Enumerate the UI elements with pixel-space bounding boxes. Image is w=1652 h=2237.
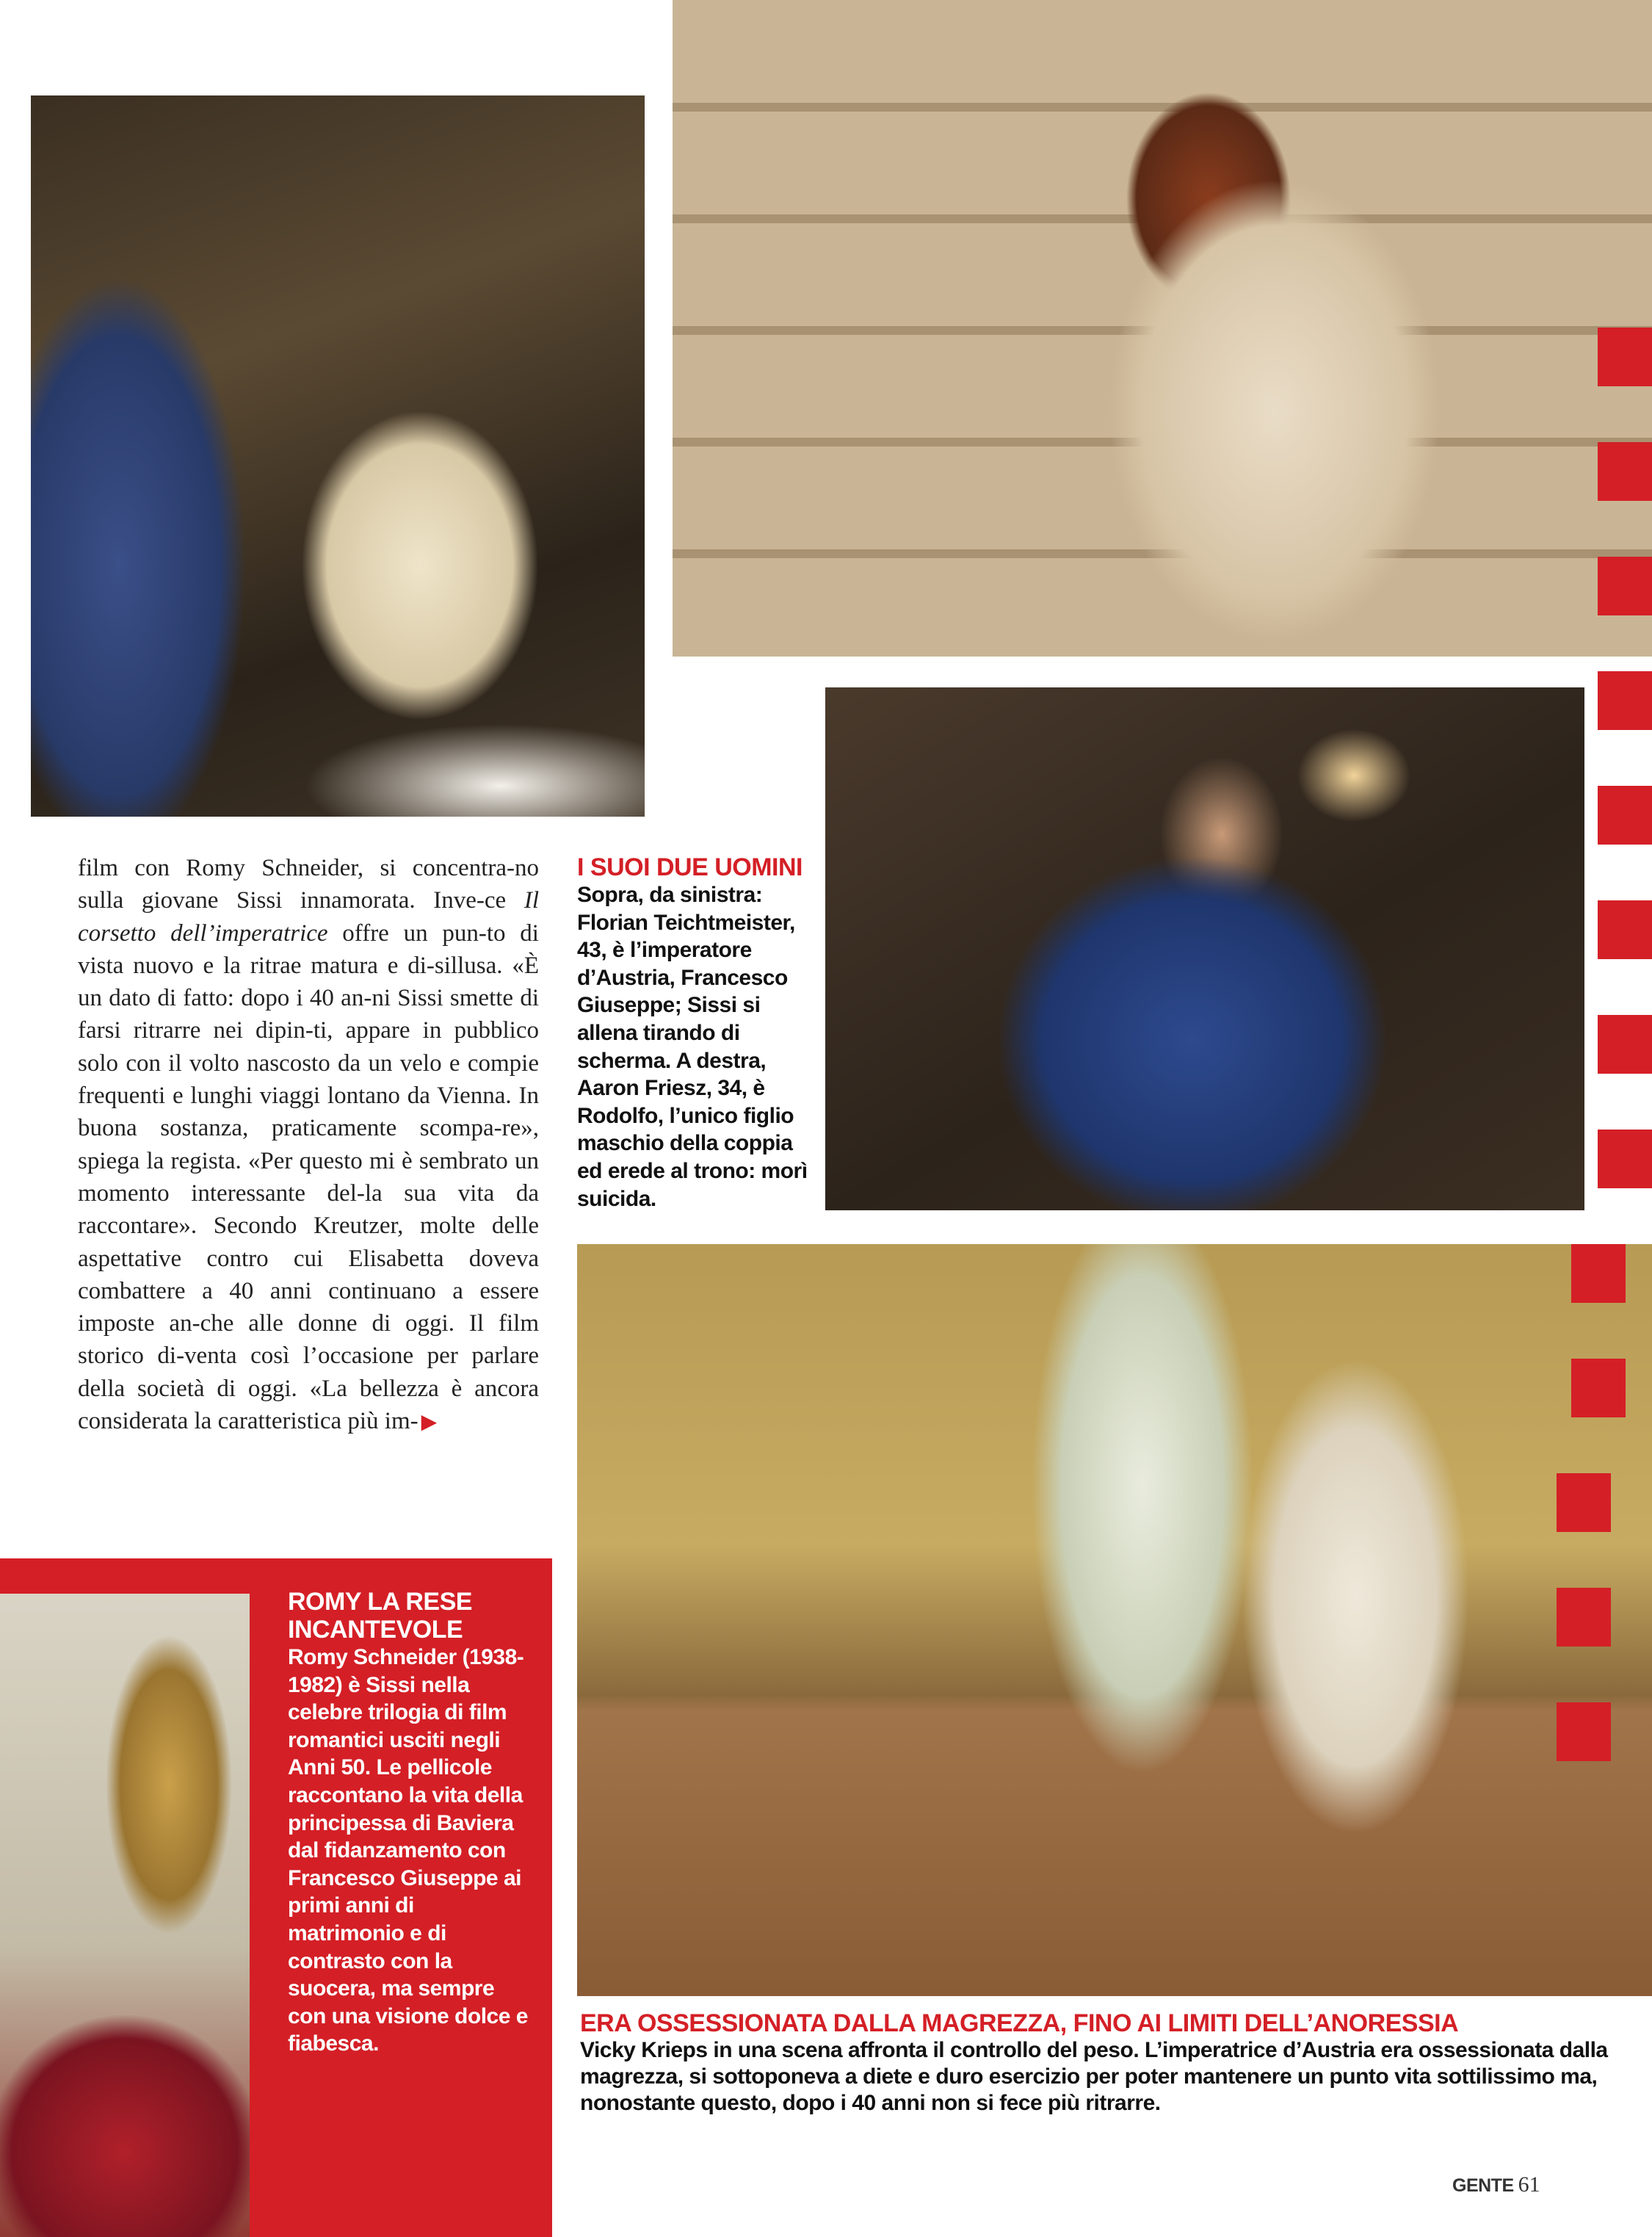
photo-emperor-at-table (31, 95, 645, 817)
photo-romy-schneider (0, 1594, 250, 2237)
sprocket (1598, 1130, 1652, 1188)
caption-text: Vicky Krieps in una scena affronta il controllo del peso. L’imperatrice d’Austria era ossessionata dalla magrezza, si sottoponeva a diete e duro esercizio per poter mantenere un punto vita sottilissimo ma, nonostante questo, dopo i 40 anni non si fece più ritrarre. (580, 2038, 1608, 2115)
caption-text: Sopra, da sinistra: Florian Teichtmeister, 43, è l’imperatore d’Austria, Francesco Giuseppe; Sissi si allena tirando di scherma. A destra, Aaron Friesz, 34, è Rodolfo, l’unico figlio maschio della coppia ed erede al trono: morì suicida. (577, 883, 808, 1211)
magazine-name: GENTE (1452, 2175, 1514, 2196)
sprocket (1557, 1702, 1611, 1761)
page-number: 61 (1518, 2172, 1540, 2197)
sprocket (1598, 900, 1652, 959)
caption-title: ERA OSSESSIONATA DALLA MAGREZZA, FINO AI LIMITI DELL’ANORESSIA (580, 2009, 1459, 2037)
caption-romy (288, 1588, 530, 2058)
article-paragraph (78, 852, 539, 1438)
page-folio (1452, 2172, 1614, 2197)
article-text-segment: offre un pun-to di vista nuovo e la ritrae matura e di-sillusa. «È un dato di fatto: dopo i 40 an-ni Sissi smette di farsi ritrarre nei dipin-ti, appare in pubblico solo con il volto nascosto da un velo e compie frequenti e lunghi viaggi lontano da Vienna. In buona sostanza, praticamente scompa-re», spiega la regista. «Per questo mi è sembrato un momento interessante del-la sua vita da raccontare». Secondo Kreutzer, molte delle aspettative contro cui Elisabetta doveva combattere a 40 anni continuano a essere imposte an-che alle donne di oggi. Il film storico di-venta così l’occasione per parlare della società di oggi. «La bellezza è ancora considerata la caratteristica più im- (78, 919, 539, 1435)
sprocket (1598, 671, 1652, 730)
caption-weighing (580, 2009, 1623, 2117)
photo-sissi-fencing (673, 0, 1652, 657)
film-title-italic: Il corsetto dell’imperatrice (78, 887, 539, 947)
sprocket (1598, 1015, 1652, 1074)
sprocket (1598, 557, 1652, 615)
sprocket (1571, 1244, 1626, 1303)
sprocket (1571, 1359, 1626, 1417)
continue-arrow-icon: ▶ (421, 1409, 438, 1434)
caption-title: I SUOI DUE UOMINI (577, 853, 803, 881)
sprocket (1557, 1588, 1611, 1647)
article-body (78, 852, 539, 1438)
sprocket (1598, 442, 1652, 501)
sprocket (1557, 1473, 1611, 1532)
caption-two-men (577, 853, 819, 1213)
sprocket (1598, 786, 1652, 845)
sprocket (1598, 328, 1652, 386)
caption-title: ROMY LA RESE INCANTEVOLE (288, 1588, 472, 1644)
photo-rudolf-toast (825, 687, 1584, 1210)
article-text-segment: film con Romy Schneider, si concentra-no sulla giovane Sissi innamorata. Inve-ce (78, 855, 539, 914)
caption-text: Romy Schneider (1938-1982) è Sissi nella celebre trilogia di film romantici usciti negli Anni 50. Le pellicole raccontano la vita della principessa di Baviera dal fidanzamento con Francesco Giuseppe ai primi anni di matrimonio e di contrasto con la suocera, ma sempre con una visione dolce e fiabesca. (288, 1645, 528, 2056)
photo-weighing-scene (577, 1244, 1652, 1996)
